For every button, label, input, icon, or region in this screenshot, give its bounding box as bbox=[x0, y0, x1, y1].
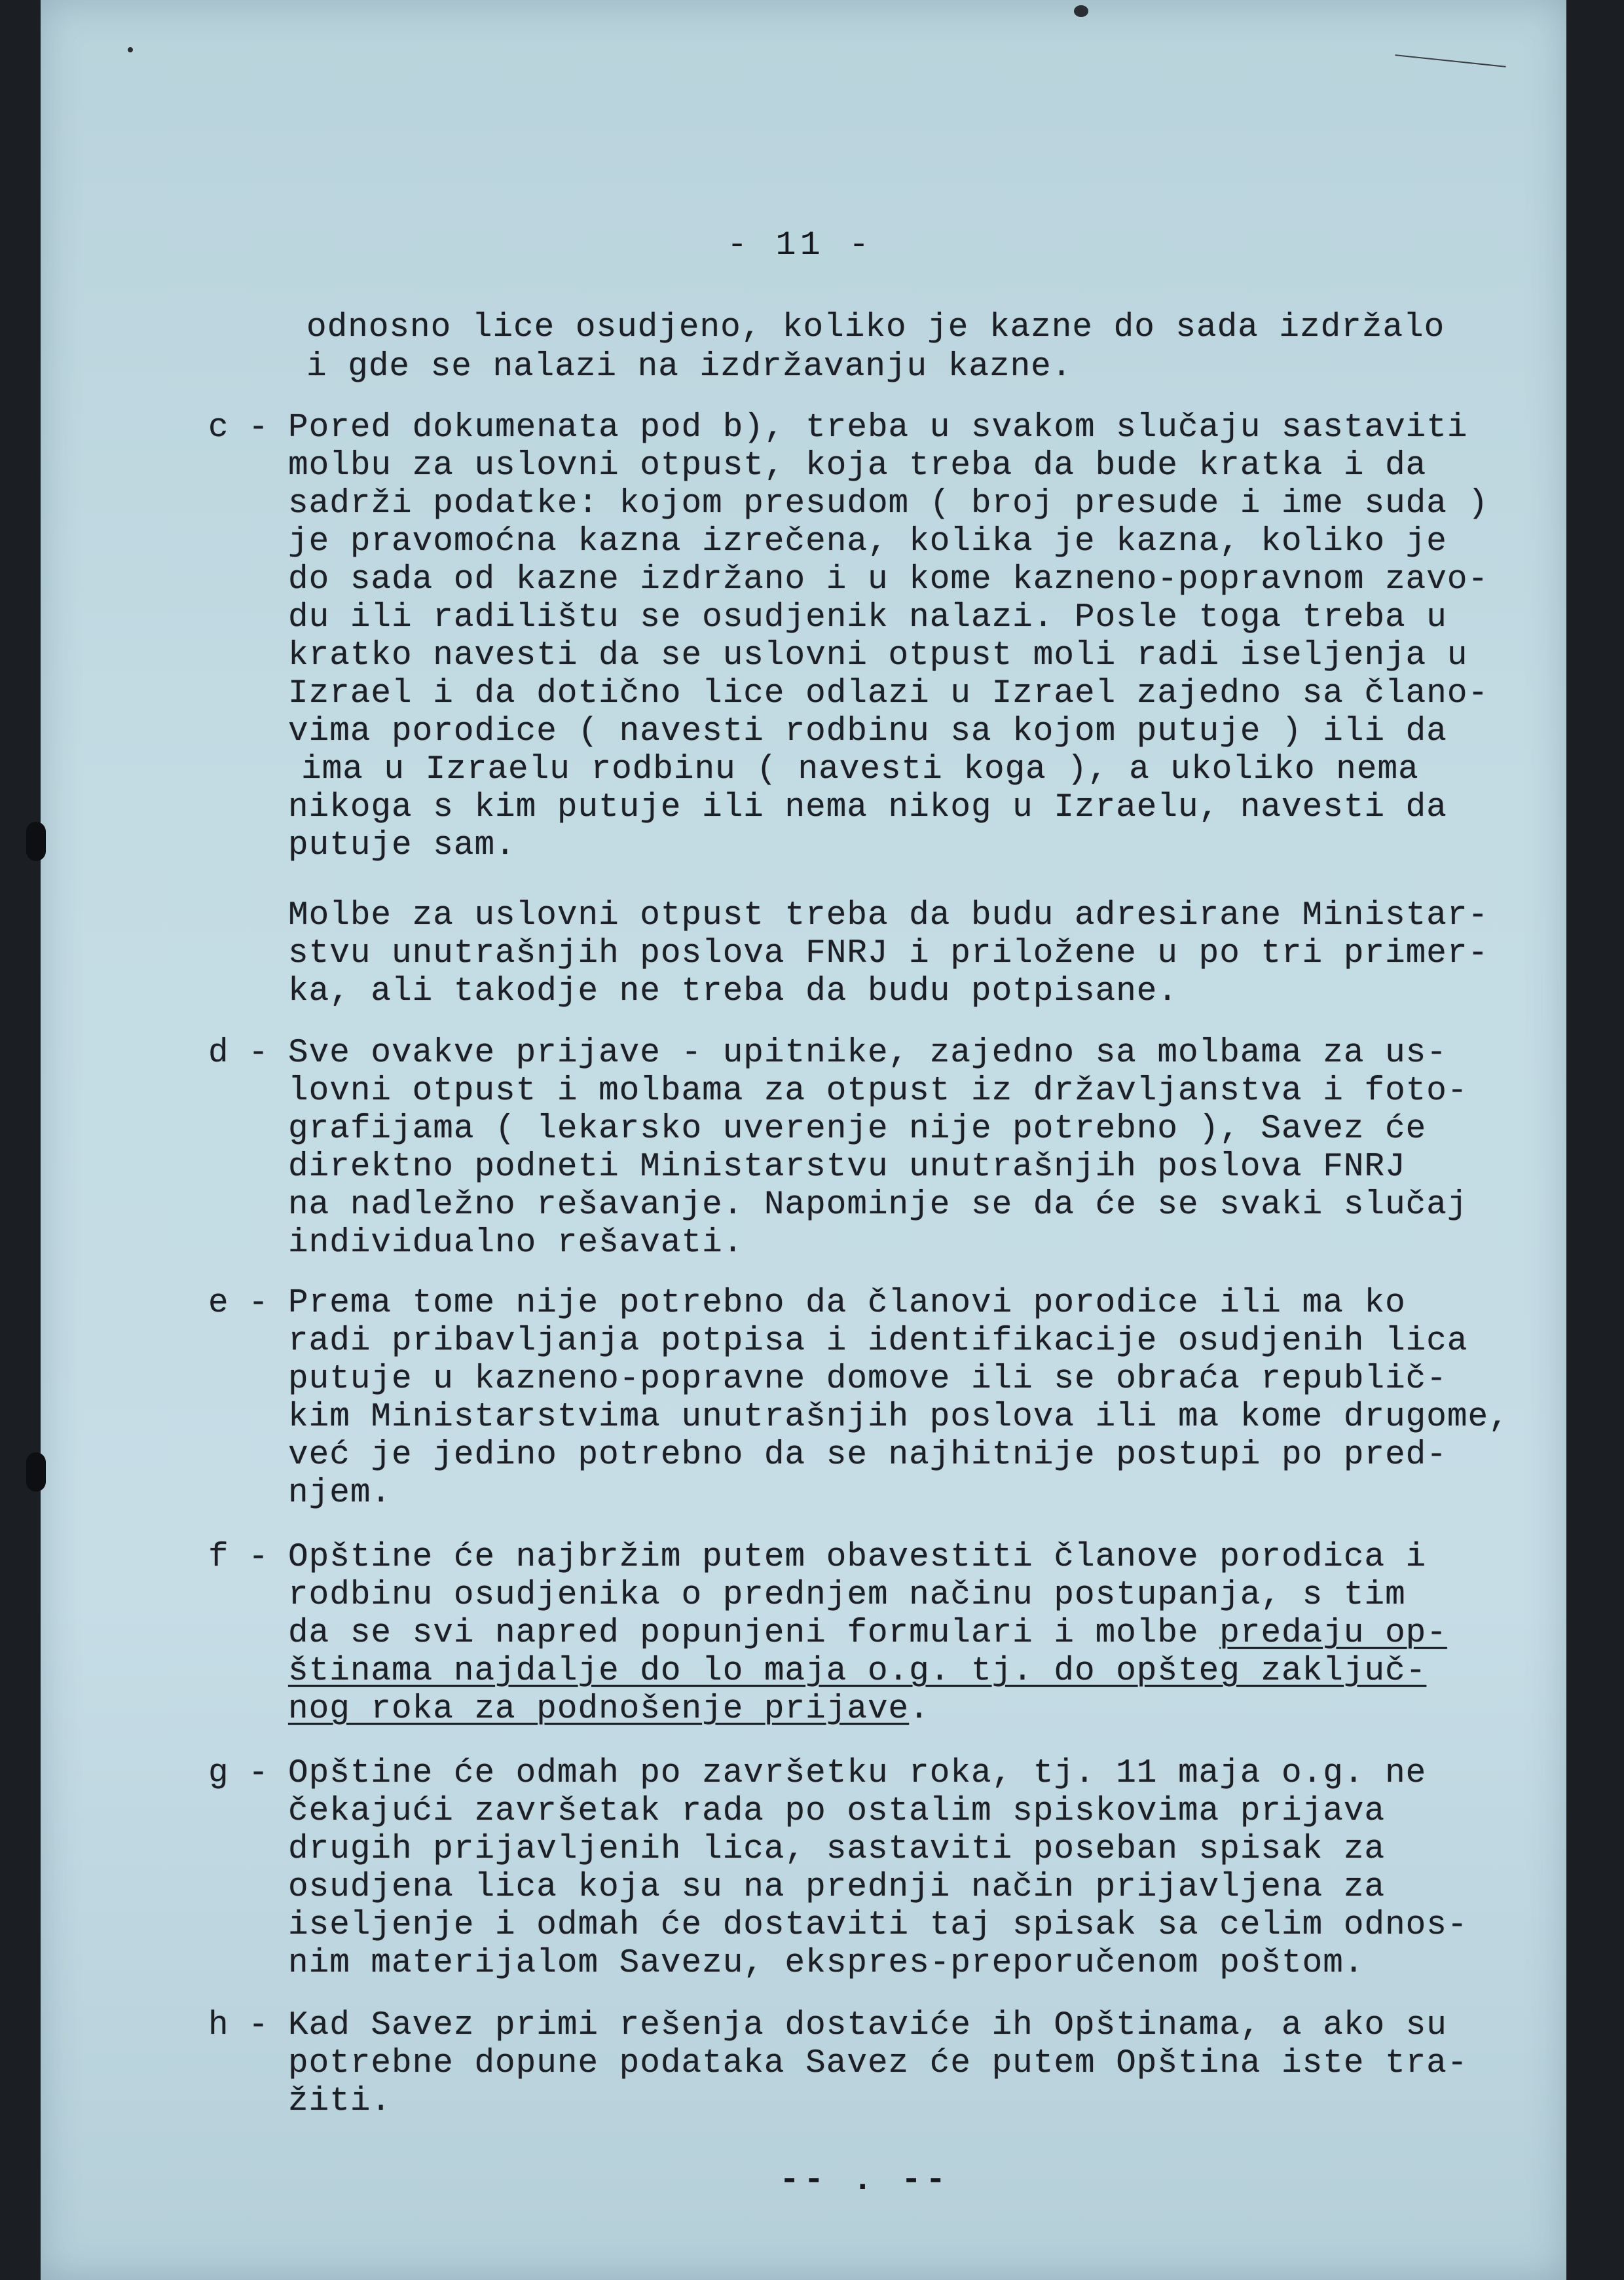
section-c-line: ima u Izraelu rodbinu ( navesti koga ), a ukoliko nema bbox=[301, 751, 1419, 788]
section-f-deadline-underlined: predaju op- bbox=[1219, 1615, 1447, 1652]
section-marker-h: h - bbox=[208, 2007, 268, 2044]
section-d-line: lovni otpust i molbama za otpust iz državljanstva i foto- bbox=[288, 1073, 1468, 1110]
section-g-line: drugih prijavljenih lica, sastaviti poseban spisak za bbox=[288, 1831, 1386, 1868]
section-f-line: rodbinu osudjenika o prednjem načinu postupanja, s tim bbox=[288, 1577, 1406, 1614]
section-d-line: na nadležno rešavanje. Napominje se da će se svaki slučaj bbox=[288, 1186, 1468, 1224]
section-f-text: da se svi napred popunjeni formulari i molbe bbox=[288, 1615, 1220, 1652]
section-g-line: Opštine će odmah po završetku roka, tj. 11 maja o.g. ne bbox=[288, 1755, 1427, 1792]
section-d-line: Sve ovakve prijave - upitnike, zajedno sa molbama za us- bbox=[288, 1035, 1447, 1072]
section-c-continuation-line: stvu unutrašnjih poslova FNRJ i priložene u po tri primer- bbox=[288, 935, 1489, 972]
section-marker-g: g - bbox=[208, 1755, 268, 1792]
section-c-line: Izrael i da dotično lice odlazi u Izrael zajedno sa člano- bbox=[288, 675, 1489, 712]
section-c-line: kratko navesti da se uslovni otpust moli radi iseljenja u bbox=[288, 637, 1468, 674]
section-f-deadline-underlined: nog roka za podnošenje prijave bbox=[288, 1691, 910, 1728]
section-marker-d: d - bbox=[208, 1035, 268, 1072]
section-c-continuation-line: Molbe za uslovni otpust treba da budu adresirane Ministar- bbox=[288, 897, 1489, 934]
section-g-line: iseljenje i odmah će dostaviti taj spisak sa celim odnos- bbox=[288, 1907, 1468, 1944]
section-d-line: grafijama ( lekarsko uverenje nije potrebno ), Savez će bbox=[288, 1111, 1427, 1148]
section-e-line: putuje u kazneno-popravne domove ili se obraća republič- bbox=[288, 1361, 1447, 1398]
intro-line: i gde se nalazi na izdržavanju kazne. bbox=[306, 348, 1073, 386]
section-d-line: direktno podneti Ministarstvu unutrašnjih poslova FNRJ bbox=[288, 1149, 1406, 1186]
section-e-line: Prema tome nije potrebno da članovi porodice ili ma ko bbox=[288, 1285, 1406, 1322]
section-c-line: je pravomoćna kazna izrečena, kolika je kazna, koliko je bbox=[288, 523, 1447, 561]
section-c-line: vima porodice ( navesti rodbinu sa kojom putuje ) ili da bbox=[288, 713, 1447, 750]
intro-line: odnosno lice osudjeno, koliko je kazne do sada izdržalo bbox=[306, 309, 1445, 346]
section-f-text: . bbox=[909, 1691, 930, 1728]
section-marker-c: c - bbox=[208, 409, 268, 447]
section-e-line: radi pribavljanja potpisa i identifikacije osudjenih lica bbox=[288, 1323, 1468, 1360]
page-number: - 11 - bbox=[727, 226, 874, 265]
section-g-line: čekajući završetak rada po ostalim spiskovima prijava bbox=[288, 1793, 1386, 1830]
section-c-line: do sada od kazne izdržano i u kome kazneno-popravnom zavo- bbox=[288, 561, 1489, 598]
section-e-line: već je jedino potrebno da se najhitnije postupi po pred- bbox=[288, 1437, 1447, 1474]
section-c-line: molbu za uslovni otpust, koja treba da bude kratka i da bbox=[288, 447, 1427, 485]
section-g-line: nim materijalom Savezu, ekspres-preporučenom poštom. bbox=[288, 1945, 1365, 1982]
section-c-continuation-line: ka, ali takodje ne treba da budu potpisane. bbox=[288, 973, 1179, 1010]
section-c-line: du ili radilištu se osudjenik nalazi. Posle toga treba u bbox=[288, 599, 1447, 636]
section-h-line: Kad Savez primi rešenja dostaviće ih Opštinama, a ako su bbox=[288, 2007, 1447, 2044]
end-mark: -- . -- bbox=[779, 2161, 950, 2199]
scan-speck bbox=[128, 47, 133, 52]
section-f-line: Opštine će najbržim putem obavestiti članove porodica i bbox=[288, 1539, 1427, 1576]
section-c-line: Pored dokumenata pod b), treba u svakom slučaju sastaviti bbox=[288, 409, 1468, 447]
punch-hole bbox=[26, 1452, 46, 1492]
section-e-line: njem. bbox=[288, 1475, 392, 1512]
section-c-line: nikoga s kim putuje ili nema nikog u Izraelu, navesti da bbox=[288, 789, 1447, 826]
section-c-line: sadrži podatke: kojom presudom ( broj presude i ime suda ) bbox=[288, 485, 1489, 523]
section-g-line: osudjena lica koja su na prednji način prijavljena za bbox=[288, 1869, 1386, 1906]
section-e-line: kim Ministarstvima unutrašnjih poslova ili ma kome drugome, bbox=[288, 1399, 1509, 1436]
section-marker-e: e - bbox=[208, 1285, 268, 1322]
section-marker-f: f - bbox=[208, 1539, 268, 1576]
section-d-line: individualno rešavati. bbox=[288, 1224, 744, 1262]
section-h-line: žiti. bbox=[288, 2083, 392, 2120]
section-f-deadline-underlined: štinama najdalje do lo maja o.g. tj. do opšteg zaključ- bbox=[288, 1653, 1427, 1690]
section-f-line bbox=[288, 1615, 1447, 1653]
scan-speck bbox=[1074, 5, 1088, 17]
punch-hole bbox=[26, 822, 46, 861]
section-c-line: putuje sam. bbox=[288, 827, 516, 864]
section-h-line: potrebne dopune podataka Savez će putem Opština iste tra- bbox=[288, 2045, 1468, 2082]
section-f-line bbox=[288, 1691, 930, 1729]
